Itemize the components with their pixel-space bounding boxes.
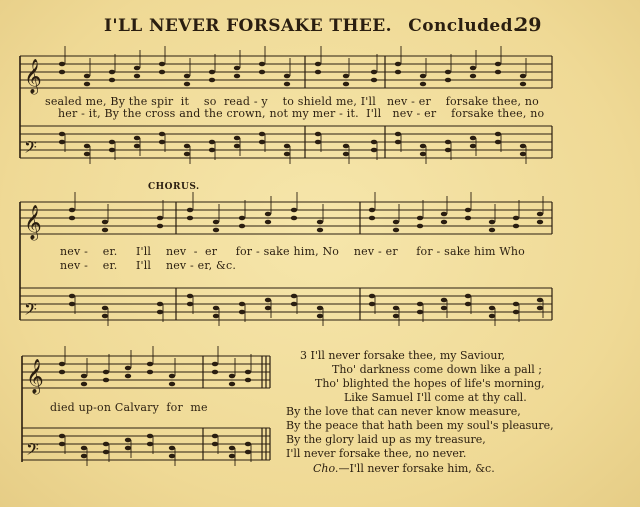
note-head (395, 132, 401, 137)
note-head (212, 442, 218, 447)
note-head (125, 374, 131, 379)
note-head (445, 78, 451, 83)
note-head (369, 208, 375, 213)
note-head (513, 310, 519, 315)
note-head (212, 434, 218, 439)
note-head (187, 302, 193, 307)
note-head (465, 216, 471, 221)
note-head (213, 220, 219, 225)
note-head (441, 212, 447, 217)
note-head (417, 302, 423, 307)
note-head (134, 136, 140, 141)
note-head (212, 370, 218, 375)
note-head (59, 70, 65, 75)
note-head (69, 302, 75, 307)
note-head (343, 144, 349, 149)
note-head (395, 62, 401, 67)
note-head (59, 434, 65, 439)
note-head (59, 140, 65, 145)
note-head (213, 314, 219, 319)
note-head (184, 82, 190, 87)
note-head (212, 362, 218, 367)
note-head (234, 136, 240, 141)
note-head (395, 70, 401, 75)
note-head (169, 382, 175, 387)
system2-lyrics-line2: nev - er. I'll nev - er, &c. (60, 259, 237, 272)
note-head (229, 382, 235, 387)
note-head (245, 442, 251, 447)
note-head (371, 140, 377, 145)
note-head (239, 224, 245, 229)
note-head (234, 66, 240, 71)
note-head (520, 144, 526, 149)
note-head (147, 370, 153, 375)
note-head (343, 74, 349, 79)
note-head (520, 74, 526, 79)
note-head (317, 314, 323, 319)
note-head (169, 454, 175, 459)
note-head (417, 224, 423, 229)
note-head (147, 362, 153, 367)
note-head (229, 454, 235, 459)
note-head (84, 82, 90, 87)
note-head (229, 374, 235, 379)
note-head (395, 140, 401, 145)
note-head (343, 152, 349, 157)
note-head (393, 220, 399, 225)
note-head (109, 78, 115, 83)
note-head (213, 228, 219, 233)
note-head (59, 370, 65, 375)
note-head (84, 144, 90, 149)
note-head (187, 216, 193, 221)
note-head (265, 220, 271, 225)
note-head (84, 152, 90, 157)
note-head (495, 132, 501, 137)
note-head (69, 208, 75, 213)
note-head (159, 140, 165, 145)
note-head (317, 220, 323, 225)
note-head (125, 438, 131, 443)
bass-clef-icon: 𝄢 (24, 299, 37, 323)
note-head (369, 294, 375, 299)
note-head (109, 140, 115, 145)
note-head (537, 220, 543, 225)
note-head (147, 434, 153, 439)
note-head (209, 70, 215, 75)
note-head (513, 216, 519, 221)
note-head (69, 294, 75, 299)
note-head (420, 82, 426, 87)
note-head (81, 454, 87, 459)
note-head (134, 144, 140, 149)
poem-line-3: Tho' blighted the hopes of life's morning, (315, 377, 545, 390)
note-head (239, 302, 245, 307)
note-head (157, 224, 163, 229)
note-head (209, 148, 215, 153)
note-head (284, 152, 290, 157)
note-head (315, 62, 321, 67)
note-head (245, 378, 251, 383)
note-head (343, 82, 349, 87)
note-head (229, 446, 235, 451)
note-head (291, 208, 297, 213)
note-head (465, 294, 471, 299)
note-head (234, 144, 240, 149)
note-head (169, 374, 175, 379)
note-head (445, 70, 451, 75)
treble-clef-icon: 𝄞 (24, 205, 42, 240)
note-head (157, 310, 163, 315)
bass-clef-icon: 𝄢 (26, 439, 39, 463)
note-head (441, 298, 447, 303)
poem-line-6: By the peace that hath been my soul's pleasure, (286, 419, 554, 432)
note-head (291, 294, 297, 299)
note-head (369, 302, 375, 307)
note-head (393, 228, 399, 233)
note-head (317, 228, 323, 233)
note-head (441, 220, 447, 225)
note-head (102, 228, 108, 233)
note-head (291, 302, 297, 307)
note-head (157, 302, 163, 307)
note-head (102, 314, 108, 319)
note-head (513, 224, 519, 229)
note-head (69, 216, 75, 221)
note-head (209, 78, 215, 83)
note-head (495, 62, 501, 67)
note-head (59, 62, 65, 67)
note-head (81, 446, 87, 451)
note-head (159, 70, 165, 75)
note-head (470, 66, 476, 71)
note-head (245, 370, 251, 375)
note-head (420, 152, 426, 157)
note-head (259, 62, 265, 67)
note-head (265, 212, 271, 217)
note-head (445, 140, 451, 145)
note-head (109, 70, 115, 75)
note-head (470, 136, 476, 141)
note-head (81, 382, 87, 387)
poem-chorus-line (313, 462, 495, 476)
note-head (489, 228, 495, 233)
note-head (259, 132, 265, 137)
page-number: 29 (515, 14, 542, 36)
note-head (81, 374, 87, 379)
note-head (465, 208, 471, 213)
note-head (103, 442, 109, 447)
poem-line-2: Tho' darkness come down like a pall ; (332, 363, 542, 376)
note-head (134, 66, 140, 71)
note-head (157, 216, 163, 221)
song-title: I'LL NEVER FORSAKE THEE. (104, 16, 392, 36)
note-head (134, 74, 140, 79)
note-head (102, 220, 108, 225)
note-head (470, 144, 476, 149)
note-head (187, 208, 193, 213)
note-head (184, 144, 190, 149)
note-head (213, 306, 219, 311)
note-head (239, 310, 245, 315)
note-head (169, 446, 175, 451)
note-head (259, 70, 265, 75)
note-head (184, 152, 190, 157)
system1-bass-lyrics: her - it, By the cross and the crown, not my mer - it. I'll nev - er forsake thee, no (58, 107, 545, 120)
note-head (489, 314, 495, 319)
note-head (417, 216, 423, 221)
note-head (495, 70, 501, 75)
poem-line-7: By the glory laid up as my treasure, (286, 433, 486, 446)
note-head (291, 216, 297, 221)
note-head (537, 212, 543, 217)
note-head (317, 306, 323, 311)
note-head (284, 74, 290, 79)
note-head (184, 74, 190, 79)
note-head (245, 450, 251, 455)
note-head (187, 294, 193, 299)
note-head (393, 314, 399, 319)
note-head (315, 70, 321, 75)
note-head (315, 140, 321, 145)
note-head (284, 82, 290, 87)
note-head (103, 370, 109, 375)
poem-line-5: By the love that can never know measure, (286, 405, 521, 418)
note-head (59, 442, 65, 447)
note-head (265, 306, 271, 311)
system3-lyrics: died up-on Calvary for me (50, 401, 208, 414)
note-head (520, 152, 526, 157)
note-head (147, 442, 153, 447)
note-head (470, 74, 476, 79)
note-head (102, 306, 108, 311)
poem-line-8: I'll never forsake thee, no never. (286, 447, 467, 460)
note-head (209, 140, 215, 145)
note-head (489, 220, 495, 225)
note-head (239, 216, 245, 221)
note-head (59, 132, 65, 137)
note-head (371, 148, 377, 153)
treble-clef-icon: 𝄞 (26, 359, 44, 394)
note-head (371, 78, 377, 83)
bass-clef-icon: 𝄢 (24, 137, 37, 161)
note-head (109, 148, 115, 153)
note-head (537, 298, 543, 303)
note-head (393, 306, 399, 311)
note-head (489, 306, 495, 311)
note-head (441, 306, 447, 311)
poem-cho-label: Cho. (313, 462, 339, 475)
treble-clef-icon: 𝄞 (24, 59, 42, 94)
note-head (265, 298, 271, 303)
note-head (103, 450, 109, 455)
system1-treble-lyrics: sealed me, By the spir it so read - y to shield me, I'll nev - er forsake thee, no (45, 95, 539, 108)
note-head (420, 74, 426, 79)
note-head (59, 362, 65, 367)
note-head (513, 302, 519, 307)
note-head (84, 74, 90, 79)
system2-lyrics-line1: nev - er. I'll nev - er for - sake him, No nev - er for - sake him Who (60, 245, 525, 258)
poem-cho-text: —I'll never forsake him, &c. (338, 462, 495, 475)
note-head (125, 366, 131, 371)
note-head (537, 306, 543, 311)
poem-line-4: Like Samuel I'll come at thy call. (344, 391, 527, 404)
note-head (159, 62, 165, 67)
note-head (371, 70, 377, 75)
note-head (420, 144, 426, 149)
chorus-label: CHORUS. (148, 182, 200, 192)
note-head (259, 140, 265, 145)
note-head (159, 132, 165, 137)
note-head (495, 140, 501, 145)
note-head (103, 378, 109, 383)
note-head (369, 216, 375, 221)
note-head (417, 310, 423, 315)
note-head (445, 148, 451, 153)
note-head (465, 302, 471, 307)
note-head (315, 132, 321, 137)
note-head (125, 446, 131, 451)
note-head (284, 144, 290, 149)
song-subtitle: Concluded. (408, 16, 520, 36)
note-head (520, 82, 526, 87)
note-head (234, 74, 240, 79)
poem-line-1: 3 I'll never forsake thee, my Saviour, (300, 349, 506, 362)
